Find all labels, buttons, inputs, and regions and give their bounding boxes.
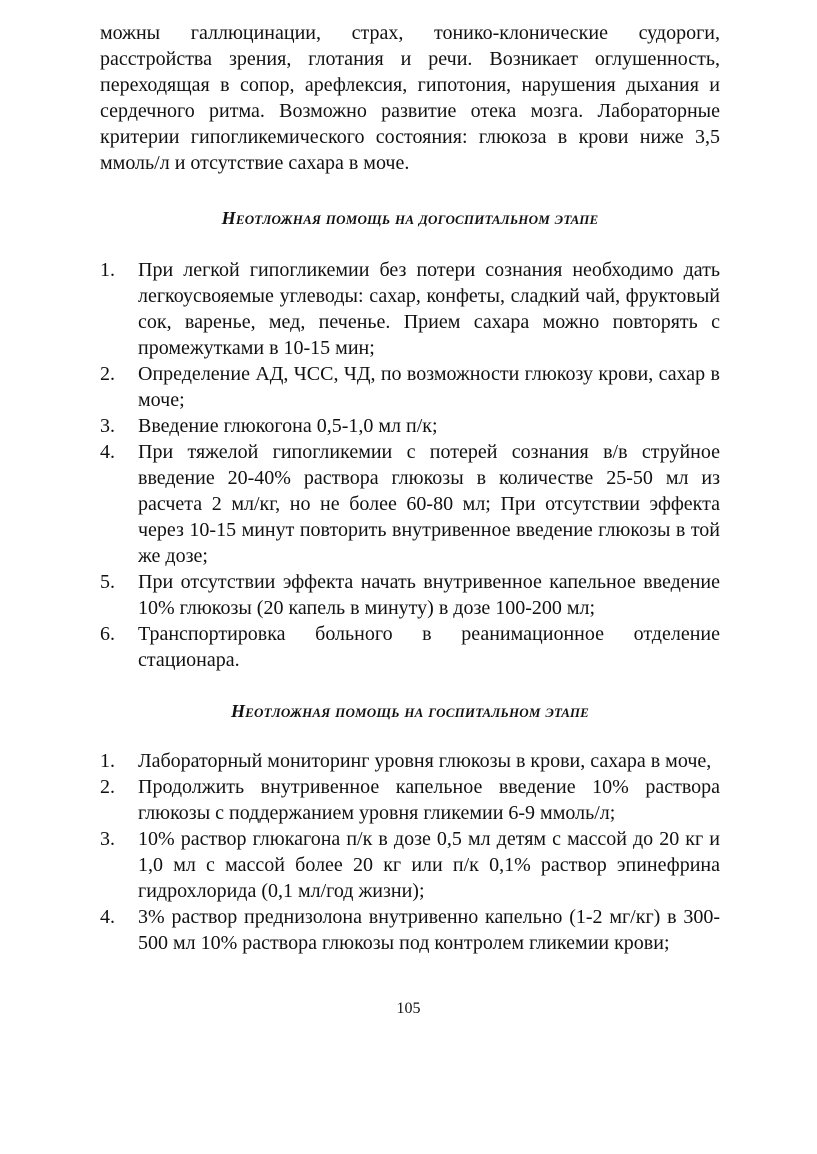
item-text: Определение АД, ЧСС, ЧД, по возможности глюкозу крови, сахар в моче; [138,363,720,411]
item-text: При отсутствии эффекта начать внутривенное капельное введение 10% глюкозы (20 капель в минуту) в дозе 100-200 мл; [138,571,720,619]
hospital-list [100,748,720,956]
item-number: 2. [100,776,115,798]
item-number: 4. [100,906,115,928]
item-number: 3. [100,415,115,437]
item-number: 4. [100,441,115,463]
item-number: 2. [100,363,115,385]
list-item [100,439,720,569]
list-item [100,774,720,826]
list-item [100,569,720,621]
prehospital-list [100,257,720,673]
item-number: 5. [100,571,115,593]
list-item [100,748,720,774]
item-text: Транспортировка больного в реанимационное отделение стационара. [138,623,720,671]
item-text: Продолжить внутривенное капельное введение 10% раствора глюкозы с поддержанием уровня гликемии 6-9 ммоль/л; [138,776,720,824]
item-text: Введение глюкогона 0,5-1,0 мл п/к; [138,415,438,437]
list-item [100,413,720,439]
document-page [100,20,720,956]
item-number: 1. [100,750,115,772]
list-item [100,257,720,361]
item-text: 10% раствор глюкагона п/к в дозе 0,5 мл детям с массой до 20 кг и 1,0 мл с массой более 20 кг или п/к 0,1% раствор эпинефрина гидрохлорида (0,1 мл/год жизни); [138,828,720,902]
list-item [100,361,720,413]
section-heading-prehospital: Неотложная помощь на догоспитальном этапе [221,208,599,228]
item-text: При тяжелой гипогликемии с потерей сознания в/в струйное введение 20-40% раствора глюкозы в количестве 25-50 мл из расчета 2 мл/кг, но не более 60-80 мл; При отсутствии эффекта через 10-15 минут повторить внутривенное введение глюкозы в той же дозе; [138,441,720,567]
list-item [100,826,720,904]
item-text: Лабораторный мониторинг уровня глюкозы в крови, сахара в моче, [138,750,712,772]
page-number: 105 [396,1000,421,1017]
item-number: 3. [100,828,115,850]
item-number: 6. [100,623,115,645]
list-item [100,621,720,673]
section-heading-hospital: Неотложная помощь на госпитальном этапе [230,701,590,721]
item-text: При легкой гипогликемии без потери сознания необходимо дать легкоусвояемые углеводы: сахар, конфеты, сладкий чай, фруктовый сок, варенье, мед, печенье. Прием сахара можно повторять с промежутками в 10-15 мин; [138,259,720,359]
list-item [100,904,720,956]
item-number: 1. [100,259,115,281]
intro-paragraph: можны галлюцинации, страх, тонико-клонические судороги, расстройства зрения, глотания и речи. Возникает оглушенность, переходящая в сопор, арефлексия, гипотония, нарушения дыхания и сердечного ритма. Возможно развитие отека мозга. Лабораторные критерии гипогликемического состояния: глюкоза в крови ниже 3,5 ммоль/л и отсутствие сахара в моче. [100,22,720,174]
item-text: 3% раствор преднизолона внутривенно капельно (1-2 мг/кг) в 300-500 мл 10% раствора глюкозы под контролем гликемии крови; [138,906,720,954]
